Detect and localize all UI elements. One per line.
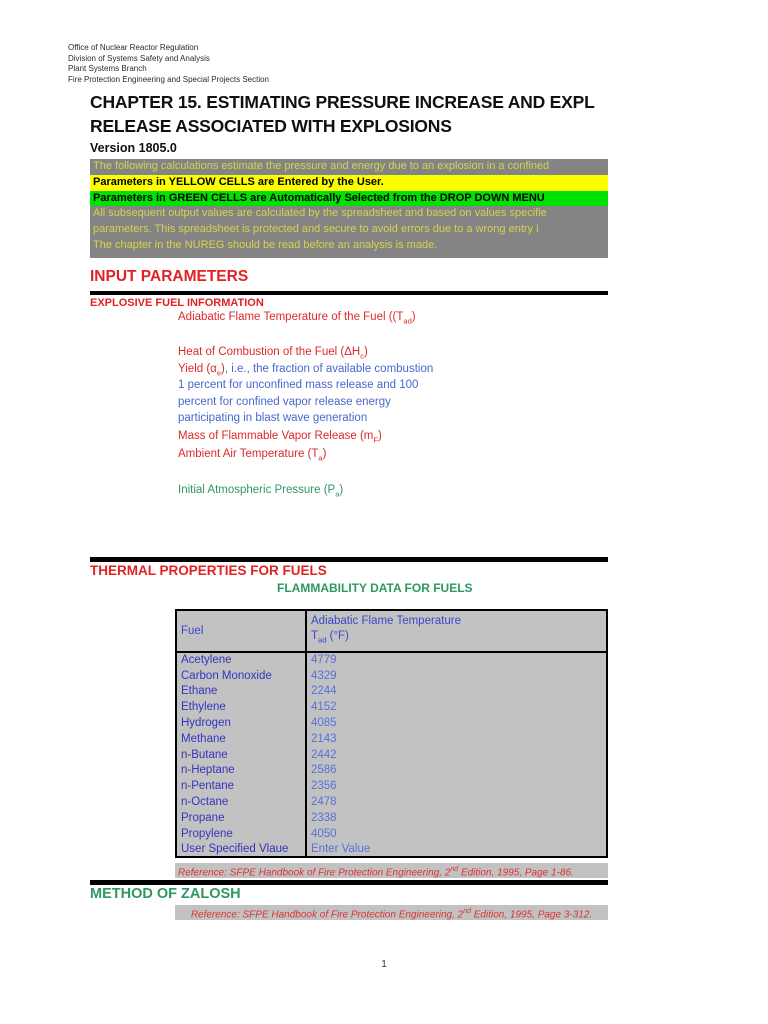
table-row	[176, 778, 607, 794]
table-row	[176, 763, 607, 779]
fuel-name-cell: Ethane	[176, 684, 306, 700]
reference-text: Reference: SFPE Handbook of Fire Protection Engineering, 2	[190, 909, 464, 920]
fuel-value-cell: 2143	[311, 732, 337, 745]
table-row	[176, 794, 607, 810]
version-label: Version 1805.0	[90, 141, 177, 155]
agency-line-branch: Plant Systems Branch	[68, 64, 147, 73]
flammability-data-heading: FLAMMABILITY DATA FOR FUELS	[277, 581, 473, 595]
header-text: T	[311, 630, 319, 643]
green-cells-notice: Parameters in GREEN CELLS are Automatically Selected from the DROP DOWN MENU	[90, 191, 608, 207]
fuel-name-cell: Ethylene	[176, 699, 306, 715]
fuel-value-cell: 2356	[311, 780, 337, 793]
reference-text: Edition, 1995, Page 3-312.	[470, 909, 593, 920]
notice-banners	[90, 159, 608, 258]
param-text: Yield (α	[178, 363, 217, 375]
param-subscript: a	[335, 489, 340, 499]
zalosh-reference	[175, 905, 608, 920]
reference-superscript: nd	[450, 866, 459, 873]
fuel-name-cell: n-Pentane	[176, 778, 306, 794]
fuel-value-cell: 4050	[311, 827, 337, 840]
param-text: Heat of Combustion of the Fuel (ΔH	[178, 346, 361, 358]
fuel-name-cell: n-Octane	[176, 794, 306, 810]
notice-body-line: The chapter in the NUREG should be read before an analysis is made.	[93, 238, 438, 251]
spreadsheet-notice-body	[90, 206, 608, 257]
fuel-name-cell: Hydrogen	[176, 715, 306, 731]
reference-text: Edition, 1995, Page 1-86.	[458, 867, 574, 878]
header-text: (°F)	[326, 630, 349, 643]
table-row	[176, 826, 607, 842]
param-yield-note-line2: percent for confined vapor release energy	[178, 396, 391, 408]
flammability-reference	[175, 863, 608, 878]
yellow-cells-notice: Parameters in YELLOW CELLS are Entered by the User.	[90, 175, 608, 191]
fuel-value-cell: 2478	[311, 796, 337, 809]
fuel-name-cell: User Specified Vlaue	[176, 842, 306, 858]
temperature-header-line1: Adiabatic Flame Temperature	[311, 615, 461, 628]
fuel-value-cell: 4779	[311, 654, 337, 667]
notice-body-line: parameters. This spreadsheet is protected and secure to avoid errors due to a wrong entry i	[93, 223, 539, 236]
param-text: )	[339, 484, 344, 496]
param-description: , i.e., the fraction of available combustion	[224, 363, 434, 375]
temperature-column-header	[306, 610, 607, 652]
param-text: )	[363, 346, 368, 358]
page-number: 1	[381, 958, 387, 970]
agency-header	[68, 43, 269, 85]
fuel-value-cell: 4085	[311, 717, 337, 730]
fuel-value-cell: 2586	[311, 764, 337, 777]
param-yield-note-line3: participating in blast wave generation	[178, 412, 368, 424]
table-row	[176, 747, 607, 763]
fuel-name-cell: Methane	[176, 731, 306, 747]
fuel-name-cell: Acetylene	[176, 652, 306, 668]
table-row	[176, 810, 607, 826]
param-subscript: c	[360, 351, 364, 361]
temperature-header-symbol	[311, 629, 606, 647]
param-subscript: e	[216, 368, 221, 378]
param-text: Adiabatic Flame Temperature of the Fuel ((T	[178, 311, 404, 323]
fuel-value-cell: 4329	[311, 669, 337, 682]
fuel-column-header: Fuel	[176, 610, 306, 652]
fuel-value-cell: 2442	[311, 748, 337, 761]
flammability-data-table	[175, 609, 608, 858]
chapter-title-line2: RELEASE ASSOCIATED WITH EXPLOSIONS	[90, 116, 452, 136]
fuel-value-cell: 2244	[311, 685, 337, 698]
input-parameters-heading: INPUT PARAMETERS	[90, 268, 249, 285]
param-text: Ambient Air Temperature (T	[178, 448, 319, 460]
fuel-name-cell: n-Butane	[176, 747, 306, 763]
intro-notice: The following calculations estimate the pressure and energy due to an explosion in a confined	[90, 159, 608, 175]
fuel-value-cell: 4152	[311, 701, 337, 714]
param-text: Mass of Flammable Vapor Release (m	[178, 430, 374, 442]
param-subscript: ad	[403, 316, 412, 326]
table-row	[176, 731, 607, 747]
param-yield-note-line1: 1 percent for unconfined mass release and 100	[178, 379, 419, 391]
table-header-row	[176, 610, 607, 652]
notice-body-line: All subsequent output values are calculated by the spreadsheet and based on values specifie	[93, 207, 547, 220]
chapter-title-block	[90, 90, 610, 155]
section-divider-bar	[90, 291, 608, 295]
thermal-properties-heading: THERMAL PROPERTIES FOR FUELS	[90, 563, 327, 578]
fuel-name-cell: Propylene	[176, 826, 306, 842]
param-initial-atmospheric-pressure	[178, 484, 343, 498]
section-divider-bar	[90, 557, 608, 562]
chapter-title-line1: CHAPTER 15. ESTIMATING PRESSURE INCREASE AND EXPL	[90, 92, 595, 112]
table-row	[176, 715, 607, 731]
param-ambient-air-temperature	[178, 448, 326, 462]
fuel-name-cell: Carbon Monoxide	[176, 668, 306, 684]
param-text: )	[221, 363, 225, 375]
user-value-cell: Enter Value	[311, 842, 371, 855]
agency-line-section: Fire Protection Engineering and Special Projects Section	[68, 74, 269, 84]
param-text: )	[322, 448, 327, 460]
table-row	[176, 842, 607, 858]
param-text	[178, 363, 225, 378]
table-row	[176, 699, 607, 715]
explosive-fuel-info-heading: EXPLOSIVE FUEL INFORMATION	[90, 297, 264, 309]
agency-line-division: Division of Systems Safety and Analysis	[68, 53, 210, 63]
header-subscript: ad	[318, 635, 327, 645]
table-row	[176, 684, 607, 700]
param-mass-of-flammable-vapor	[178, 430, 382, 444]
param-subscript: F	[373, 435, 378, 445]
reference-text: Reference: SFPE Handbook of Fire Protection Engineering, 2	[178, 867, 451, 878]
table-row	[176, 652, 607, 668]
method-of-zalosh-heading: METHOD OF ZALOSH	[90, 886, 241, 902]
param-adiabatic-flame-temperature	[178, 311, 416, 325]
param-yield	[178, 363, 433, 377]
fuel-name-cell: Propane	[176, 810, 306, 826]
param-subscript: a	[318, 453, 323, 463]
section-divider-bar	[90, 880, 608, 885]
fuel-value-cell: 2338	[311, 811, 337, 824]
param-text: )	[377, 430, 382, 442]
reference-superscript: nd	[463, 908, 471, 915]
fuel-name-cell: n-Heptane	[176, 763, 306, 779]
param-text: )	[411, 311, 416, 323]
agency-line-office: Office of Nuclear Reactor Regulation	[68, 43, 199, 52]
param-text: Initial Atmospheric Pressure (P	[178, 484, 336, 496]
table-row	[176, 668, 607, 684]
param-heat-of-combustion	[178, 346, 368, 360]
